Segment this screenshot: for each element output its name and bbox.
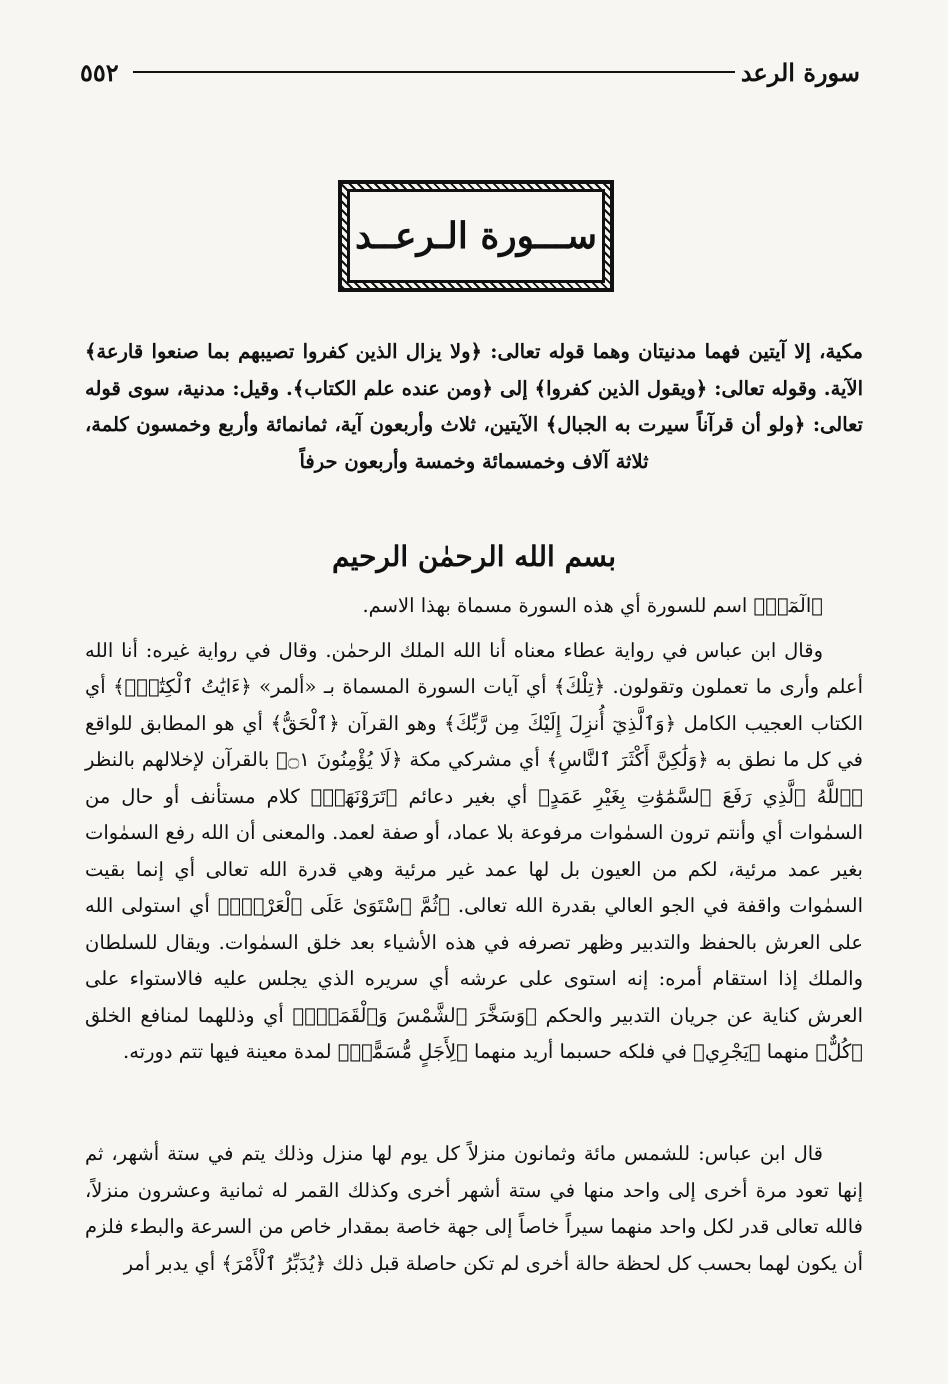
basmala: بسم الله الرحمٰن الرحيم (332, 540, 616, 573)
surah-title-inner-frame (347, 189, 605, 283)
commentary-paragraph: وقال ابن عباس في رواية عطاء معناه أنا الله الملك الرحمٰن. وقال في رواية غيره: أنا الله أعلم وأرى ما تعملون وتقولون. ﴿تِلْكَ﴾ أي آيات السورة المسماة بـ «ألمر» ﴿ءَايَٰتُ ٱلْكِتَٰبِۗ﴾ أي الكتاب العجيب الكامل ﴿وَٱلَّذِيٓ أُنزِلَ إِلَيْكَ مِن رَّبِّكَ﴾ وهو القرآن ﴿ٱلْحَقُّ﴾ أي هو المطابق للواقع في كل ما نطق به ﴿وَلَٰكِنَّ أَكْثَرَ ٱلنَّاسِ﴾ أي مشركي مكة ﴿لَا يُؤْمِنُونَ ۝١﴾ بالقرآن لإخلالهم بالنظر ﴿ٱللَّهُ ٱلَّذِي رَفَعَ ٱلسَّمَٰوَٰتِ بِغَيْرِ عَمَدٍ﴾ أي بغير دعائم ﴿تَرَوْنَهَاۖ﴾ كلام مستأنف أو حال من السمٰوات أي وأنتم ترون السمٰوات مرفوعة بلا عماد، أو صفة لعمد. والمعنى أن الله رفع السمٰوات بغير عمد مرئية، لكم من العيون بل لها عمد غير مرئية وهي قدرة الله تعالى أي إنما بقيت السمٰوات واقفة في الجو العالي بقدرة الله تعالى. ﴿ثُمَّ ٱسْتَوَىٰ عَلَى ٱلْعَرْشِۖ﴾ أي استولى الله على العرش بالحفظ والتدبير وظهر تصرفه في هذه الأشياء بعد خلق السمٰوات. ويقال للسلطان والملك إذا استقام أمره: إنه استوى على عرشه أي سريره الذي يجلس عليه فالاستواء على العرش كناية عن جريان التدبير والحكم ﴿وَسَخَّرَ ٱلشَّمْسَ وَٱلْقَمَرَۖ﴾ أي وذللهما لمنافع الخلق ﴿كُلٌّ﴾ منهما ﴿يَجْرِي﴾ في فلكه حسبما أريد منهما ﴿لِأَجَلٍ مُّسَمًّىۚ﴾ لمدة معينة فيها تتم دورته. (85, 638, 863, 1063)
header-rule (133, 71, 735, 73)
running-title: سورة الرعد (740, 57, 860, 87)
surah-intro: مكية، إلا آيتين فهما مدنيتان وهما قوله تعالى: ﴿ولا يزال الذين كفروا تصيبهم بما صنعوا قارعة﴾ الآية. وقوله تعالى: ﴿ويقول الذين كفروا﴾ إلى ﴿ومن عنده علم الكتاب﴾. وقيل: مدنية، سوى قوله تعالى: ﴿ولو أن قرآناً سيرت به الجبال﴾ الآيتين، ثلاث وأربعون آية، ثمانمائة وأربع وخمسون كلمة، ثلاثة آلاف وخمسمائة وخمسة وأربعون حرفاً (85, 340, 863, 473)
commentary-body-end (85, 1136, 863, 1282)
page-header (80, 52, 860, 92)
commentary-body (85, 588, 863, 1071)
page-number: ٥٥٢ (80, 57, 119, 87)
surah-title: ســـورة الـرعــد (354, 215, 598, 257)
commentary-paragraph-last: قال ابن عباس: للشمس مائة وثمانون منزلاً كل يوم لها منزل وذلك يتم في ستة أشهر، ثم إنها تعود مرة أخرى إلى واحد منها في ستة أشهر أخرى وكذلك القمر له ثمانية وعشرون منزلاً، فالله تعالى قدر لكل واحد منهما سيراً خاصاً إلى جهة خاصة بمقدار خاص من السرعة والبطء فلزم أن يكون لهما بحسب كل لحظة حالة أخرى لم تكن حاصلة قبل ذلك ﴿يُدَبِّرُ ٱلْأَمْرَ﴾ أي يدبر أمر (85, 1142, 863, 1275)
surah-title-frame (338, 180, 614, 292)
commentary-paragraph: ﴿الٓمٓرۚ﴾ اسم للسورة أي هذه السورة مسماة بهذا الاسم. (362, 594, 823, 617)
